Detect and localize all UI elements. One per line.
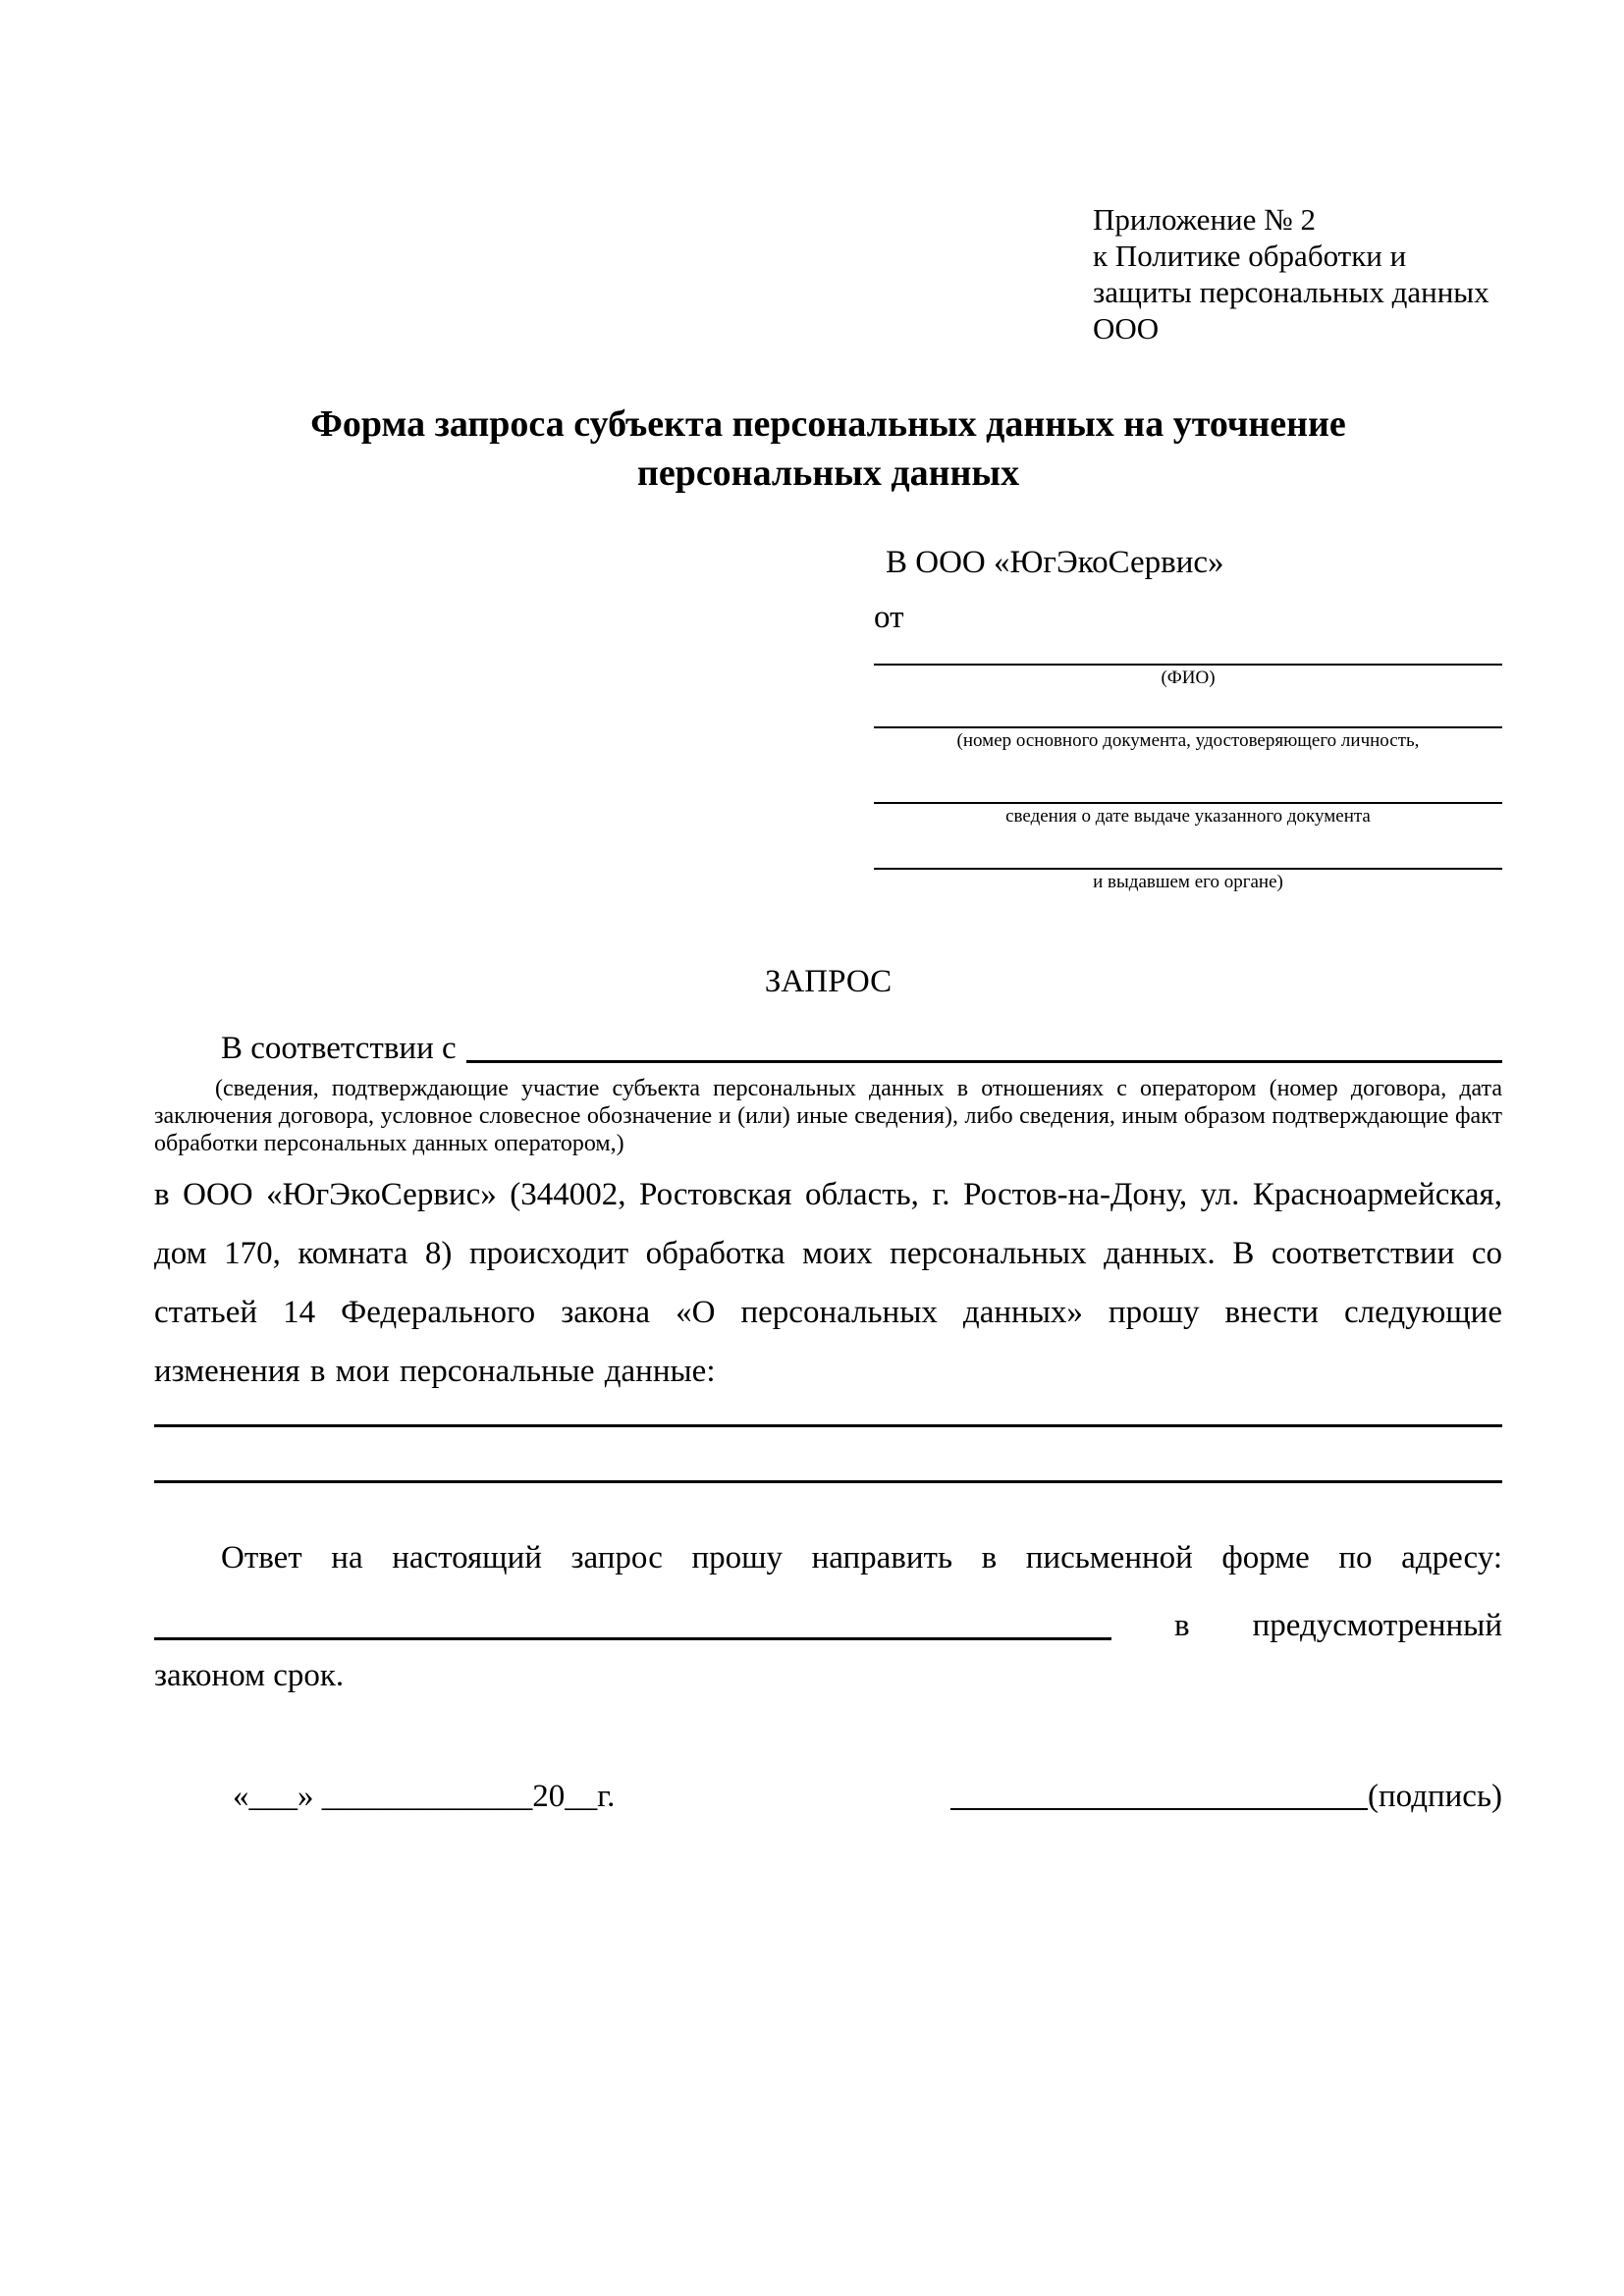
issue-date-caption: сведения о дате выдаче указанного документа: [1005, 806, 1371, 827]
reply-address-blank-line[interactable]: [154, 1637, 1111, 1640]
reply-tail-line: законом срок.: [154, 1658, 345, 1693]
request-heading: ЗАПРОС: [764, 964, 893, 999]
page-title: Форма запроса субъекта персональных данных на уточнение персональных данных: [310, 403, 1346, 494]
fio-caption: (ФИО): [1161, 667, 1216, 688]
addressee-from-label: от: [874, 600, 904, 635]
annex-note: [1093, 201, 1502, 347]
body-paragraph: в ООО «ЮгЭкоСервис» (344002, Ростовская область, г. Ростов-на-Дону, ул. Красноармейская, дом 170, комната 8) происходит обработка моих персональных данных. В соответствии со статьей 14 Федерального закона «О персональных данных» прошу внести следующие изменения в мои персональные данные:: [154, 1177, 1502, 1389]
signature-area: [950, 1776, 1502, 1817]
addressee-block: [874, 542, 1502, 894]
document-number-blank-line[interactable]: [874, 690, 1502, 728]
fio-blank-line[interactable]: [874, 638, 1502, 666]
accordance-blank-line[interactable]: [466, 1060, 1502, 1063]
issuing-authority-caption: и выдавшем его органе): [1093, 872, 1283, 892]
issue-date-blank-line[interactable]: [874, 753, 1502, 804]
reply-address-row: [154, 1587, 1502, 1646]
changes-blank-line-2[interactable]: [154, 1427, 1502, 1483]
reply-tail-word: в: [1174, 1608, 1190, 1643]
document-number-caption: (номер основного документа, удостоверяющего личность,: [956, 730, 1420, 751]
addressee-organization: В ООО «ЮгЭкоСервис»: [886, 545, 1224, 580]
annex-line: ООО: [1093, 311, 1160, 346]
issuing-authority-blank-line[interactable]: [874, 828, 1502, 870]
accordance-row: [154, 1018, 1502, 1069]
annex-line: к Политике обработки и: [1093, 239, 1407, 273]
date-blank[interactable]: «___» _____________20__г.: [233, 1779, 616, 1814]
accordance-caption: (сведения, подтверждающие участие субъекта персональных данных в отношениях с оператором (номер договора, дата заключения договора, условное словесное обозначение и (или) иные сведения), либо сведения, иным образом подтверждающие факт обработки персональных данных оператором,): [154, 1076, 1502, 1156]
annex-line: Приложение № 2: [1093, 202, 1316, 237]
annex-line: защиты персональных данных: [1093, 275, 1489, 309]
reply-tail-word: предусмотренный: [1252, 1608, 1502, 1643]
reply-sentence: Ответ на настоящий запрос прошу направить в письменной форме по адресу:: [221, 1540, 1502, 1575]
changes-blank-line-1[interactable]: [154, 1401, 1502, 1427]
accordance-lead-text: В соответствии с: [221, 1031, 457, 1066]
signature-caption: (подпись): [1368, 1779, 1502, 1814]
signature-line[interactable]: [950, 1808, 1368, 1810]
date-signature-row: [154, 1776, 1502, 1817]
